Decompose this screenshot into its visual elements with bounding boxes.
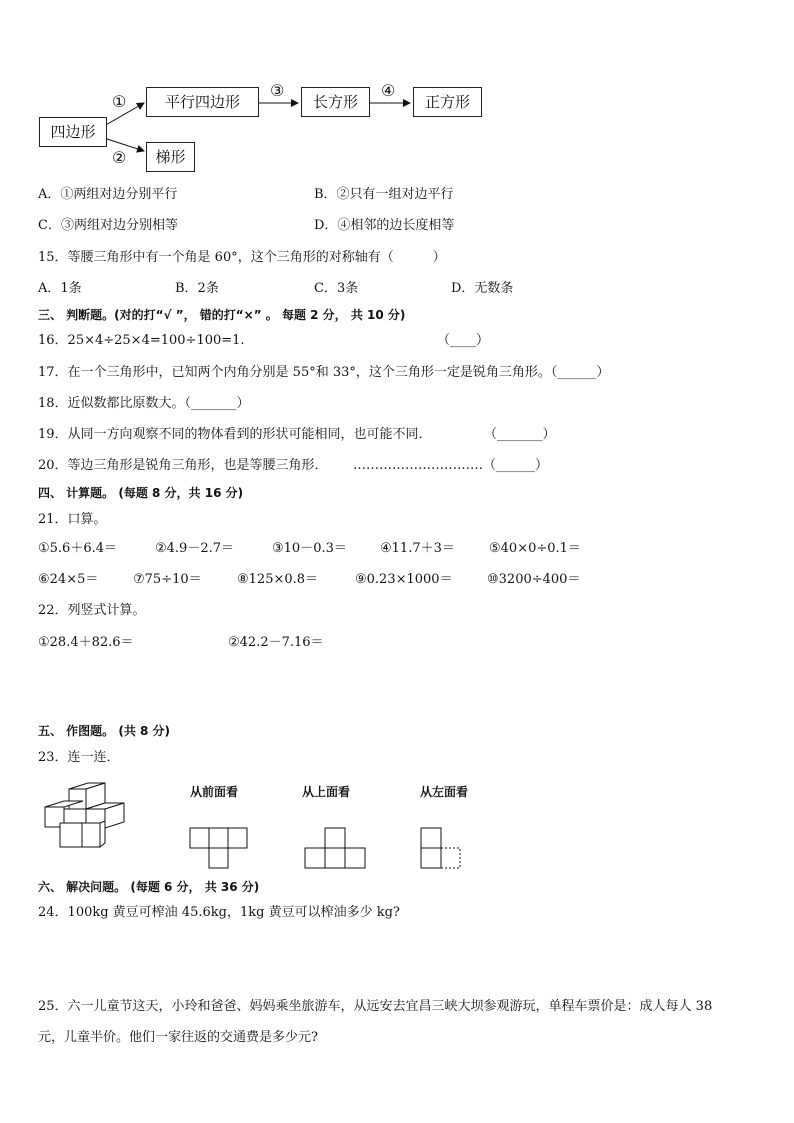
view-front-label: 从前面看 <box>190 785 239 799</box>
oral-calc-7: ⑦75÷10＝ <box>133 572 202 587</box>
q24-text: 24．100kg 黄豆可榨油 45.6kg，1kg 黄豆可以榨油多少 kg? <box>38 905 400 920</box>
arrow-label-4: ④ <box>381 81 396 100</box>
q15-text: 15．等腰三角形中有一个角是 60°，这个三角形的对称轴有（ ） <box>38 250 446 265</box>
box-square: 正方形 <box>413 87 482 117</box>
q22-calc-1: ①28.4＋82.6＝ <box>38 635 134 650</box>
q22-calc-2: ②42.2－7.16＝ <box>228 635 324 650</box>
q21-text: 21．口算。 <box>38 512 107 527</box>
section3-heading: 三、 判断题。(对的打“√ ”， 错的打“×” 。 每题 2 分， 共 10 分) <box>38 308 406 322</box>
box-quadrilateral: 四边形 <box>39 117 107 147</box>
top-view-shape <box>305 828 365 868</box>
section6-heading: 六、 解决问题。 (每题 6 分， 共 36 分) <box>38 880 260 894</box>
q14-option-c: C．③两组对边分别相等 <box>38 218 178 233</box>
section4-heading: 四、 计算题。 (每题 8 分，共 16 分) <box>38 486 244 500</box>
q25-line2: 元，儿童半价。他们一家往返的交通费是多少元? <box>38 1030 318 1045</box>
q16-blank: （____） <box>437 333 490 348</box>
q18-text: 18．近似数都比原数大。（_______） <box>38 396 250 411</box>
cube-structure <box>45 783 124 847</box>
arrow-label-2: ② <box>112 148 127 167</box>
q15-option-d: D．无数条 <box>451 281 514 296</box>
oral-calc-3: ③10－0.3＝ <box>272 541 347 556</box>
oral-calc-10: ⑩3200÷400＝ <box>487 572 581 587</box>
q23-text: 23．连一连． <box>38 750 120 765</box>
view-left-label: 从左面看 <box>420 785 469 799</box>
arrow-label-1: ① <box>112 92 127 111</box>
oral-calc-2: ②4.9－2.7＝ <box>155 541 235 556</box>
oral-calc-9: ⑨0.23×1000＝ <box>355 572 453 587</box>
oral-calc-6: ⑥24×5＝ <box>38 572 99 587</box>
section5-heading: 五、 作图题。 (共 8 分) <box>38 724 171 738</box>
q15-option-a: A．1条 <box>38 281 82 296</box>
front-view-shape <box>190 828 247 868</box>
q22-text: 22．列竖式计算。 <box>38 603 146 618</box>
box-trapezoid: 梯形 <box>146 142 195 172</box>
q20-text: 20．等边三角形是锐角三角形，也是等腰三角形． <box>38 458 328 473</box>
box-rectangle: 长方形 <box>301 87 370 117</box>
box-parallelogram: 平行四边形 <box>146 87 259 117</box>
oral-calc-4: ④11.7＋3＝ <box>380 541 455 556</box>
arrow-label-3: ③ <box>270 81 285 100</box>
q14-option-d: D．④相邻的边长度相等 <box>314 218 455 233</box>
q15-option-b: B．2条 <box>175 281 219 296</box>
left-view-shape <box>421 828 460 868</box>
q14-option-a: A．①两组对边分别平行 <box>38 187 178 202</box>
oral-calc-1: ①5.6＋6.4＝ <box>38 541 118 556</box>
oral-calc-5: ⑤40×0÷0.1＝ <box>489 541 581 556</box>
oral-calc-8: ⑧125×0.8＝ <box>237 572 319 587</box>
q14-option-b: B．②只有一组对边平行 <box>314 187 454 202</box>
view-top-label: 从上面看 <box>302 785 351 799</box>
q15-option-c: C．3条 <box>314 281 359 296</box>
q17-text: 17．在一个三角形中，已知两个内角分别是 55°和 33°，这个三角形一定是锐角三角形。（______） <box>38 365 610 380</box>
q16-text: 16．25×4÷25×4=100÷100=1. <box>38 333 245 348</box>
q19-blank: （_______） <box>484 427 556 442</box>
q19-text: 19．从同一方向观察不同的物体看到的形状可能相同，也可能不同． <box>38 427 432 442</box>
q25-line1: 25．六一儿童节这天，小玲和爸爸、妈妈乘坐旅游车，从远安去宜昌三峡大坝参观游玩，单程车票价是：成人每人 38 <box>38 999 713 1014</box>
q20-dots: …………………………（______） <box>353 458 549 473</box>
